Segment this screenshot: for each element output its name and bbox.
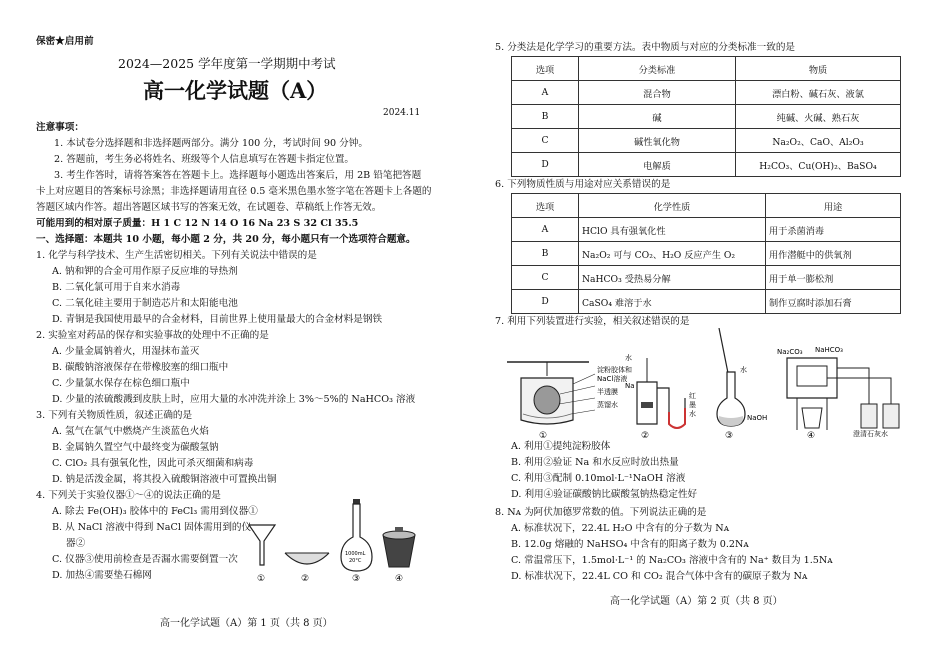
- fig2-label: Na: [625, 382, 635, 390]
- table-cell: D: [512, 153, 579, 177]
- q2-option-d: D. 少量的浓硫酸溅到皮肤上时，应用大量的水冲洗并涂上 3%～5%的 NaHCO₃ 溶液: [52, 394, 416, 405]
- q6-table: [511, 193, 901, 314]
- q3-option-c: C. ClO₂ 具有强氧化性，因此可杀灭细菌和病毒: [52, 458, 254, 469]
- table-cell: A: [512, 81, 579, 105]
- section-one-heading: 一、选择题：本题共 10 小题，每小题 2 分，共 20 分，每小题只有一个选项符合题意。: [36, 234, 416, 245]
- table-cell: B: [512, 242, 579, 266]
- note-line: 答题区域内作答。超出答题区域书写的答案无效，在试题卷、草稿纸上作答无效。: [36, 202, 382, 213]
- table-cell: 碱性氧化物: [579, 129, 736, 153]
- funnel-icon: [249, 525, 275, 565]
- table-row: [512, 129, 901, 153]
- q7-apparatus-figure: [497, 328, 927, 440]
- fig2-label: 红: [689, 392, 696, 400]
- volumetric-flask-icon: [341, 499, 372, 571]
- fig1-label: 淀粉胶体和: [597, 366, 632, 374]
- fig3-label: NaOH: [747, 414, 768, 422]
- q4-option-a: A. 除去 Fe(OH)₃ 胶体中的 FeCl₃ 需用到仪器①: [52, 506, 258, 517]
- instrument-label: ①: [257, 574, 266, 584]
- q7-option-b: B. 利用②验证 Na 和水反应时放出热量: [511, 457, 679, 468]
- table-header: 分类标准: [579, 57, 736, 81]
- q1-option-d: D. 青铜是我国使用最早的合金材料，目前世界上使用量最大的合金材料是钢铁: [52, 314, 383, 325]
- table-cell: NaHCO₃ 受热易分解: [579, 266, 766, 290]
- table-row: [512, 153, 901, 177]
- table-cell: D: [512, 290, 579, 314]
- page-footer: 高一化学试题（A）第 1 页（共 8 页）: [160, 618, 333, 629]
- confidential-label: 保密★启用前: [36, 36, 94, 47]
- fig4-label: Na₂CO₃: [777, 348, 803, 356]
- dialysis-apparatus-icon: [507, 362, 595, 424]
- exam-date: 2024.11: [383, 108, 421, 118]
- fig4-label: 澄清石灰水: [853, 430, 888, 438]
- main-title: 高一化学试题（A）: [143, 78, 328, 103]
- q5-table: [511, 56, 901, 177]
- fig3-label: 水: [740, 366, 747, 374]
- q3-stem: 3. 下列有关物质性质，叙述正确的是: [36, 410, 193, 421]
- flask-capacity: 1000mL: [345, 551, 366, 557]
- q2-option-a: A. 少量金属钠着火，用湿抹布盖灭: [52, 346, 200, 357]
- crucible-icon: [383, 527, 415, 567]
- flask-temperature: 20°C: [349, 558, 362, 564]
- table-cell: C: [512, 266, 579, 290]
- table-cell: Na₂O₂ 可与 CO₂、H₂O 反应产生 O₂: [579, 242, 766, 266]
- note-line: 卡上对应题目的答案标号涂黑；非选择题请用直径 0.5 毫米黑色墨水签字笔在答题卡上各题的: [36, 186, 432, 197]
- table-cell: 混合物: [579, 81, 736, 105]
- q1-stem: 1. 化学与科学技术、生产生活密切相关。下列有关说法中错误的是: [36, 250, 317, 261]
- apparatus-number: ③: [725, 431, 734, 440]
- apparatus-number: ①: [539, 431, 548, 440]
- q1-option-a: A. 钠和钾的合金可用作原子反应堆的导热剂: [52, 266, 238, 277]
- q4-stem: 4. 下列关于实验仪器①～④的说法正确的是: [36, 490, 221, 501]
- fig1-label: 半透膜: [597, 388, 618, 396]
- instrument-label: ④: [395, 574, 404, 584]
- q8-stem: 8. Nᴀ 为阿伏加德罗常数的值。下列说法正确的是: [495, 507, 707, 518]
- fig1-label: NaCl溶液: [597, 375, 628, 383]
- table-cell: 用于杀菌消毒: [766, 218, 901, 242]
- q4-option-b-cont: 器②: [66, 538, 86, 549]
- table-header-row: [512, 57, 901, 81]
- table-cell: C: [512, 129, 579, 153]
- q4-option-b: B. 从 NaCl 溶液中得到 NaCl 固体需用到的仪: [52, 522, 252, 533]
- table-row: [512, 218, 901, 242]
- volumetric-flask-apparatus-icon: [717, 328, 745, 426]
- table-cell: 漂白粉、碱石灰、液氯: [736, 81, 901, 105]
- q8-option-a: A. 标准状况下，22.4L H₂O 中含有的分子数为 Nᴀ: [511, 523, 730, 534]
- table-row: [512, 81, 901, 105]
- page-footer: 高一化学试题（A）第 2 页（共 8 页）: [610, 596, 783, 607]
- thermal-stability-apparatus-icon: [787, 358, 899, 430]
- table-cell: A: [512, 218, 579, 242]
- q2-stem: 2. 实验室对药品的保存和实验事故的处理中不正确的是: [36, 330, 269, 341]
- table-header: 用途: [766, 194, 901, 218]
- exam-title: 2024—2025 学年度第一学期期中考试: [118, 56, 336, 71]
- apparatus-number: ②: [641, 431, 650, 440]
- q8-option-d: D. 标准状况下，22.4L CO 和 CO₂ 混合气体中含有的碳原子数为 Nᴀ: [511, 571, 808, 582]
- table-cell: 制作豆腐时添加石膏: [766, 290, 901, 314]
- table-cell: Na₂O₂、CaO、Al₂O₃: [736, 129, 901, 153]
- table-cell: H₂CO₃、Cu(OH)₂、BaSO₄: [736, 153, 901, 177]
- q8-option-b: B. 12.0g 熔融的 NaHSO₄ 中含有的阳离子数为 0.2Nᴀ: [511, 539, 749, 550]
- fig1-label: 蒸馏水: [597, 401, 618, 409]
- table-row: [512, 105, 901, 129]
- table-cell: 纯碱、火碱、熟石灰: [736, 105, 901, 129]
- table-header: 选项: [512, 57, 579, 81]
- q7-option-d: D. 利用④验证碳酸钠比碳酸氢钠热稳定性好: [511, 489, 698, 500]
- table-row: [512, 290, 901, 314]
- atomic-masses: 可能用到的相对原子质量：H 1 C 12 N 14 O 16 Na 23 S 32 Cl 35.5: [36, 218, 359, 229]
- table-cell: 碱: [579, 105, 736, 129]
- q8-option-c: C. 常温常压下，1.5mol·L⁻¹ 的 Na₂CO₃ 溶液中含有的 Na⁺ 数目为 1.5Nᴀ: [511, 555, 833, 566]
- table-cell: 用作潜艇中的供氧剂: [766, 242, 901, 266]
- fig4-label: NaHCO₃: [815, 346, 843, 354]
- q1-option-c: C. 二氧化硅主要用于制造芯片和太阳能电池: [52, 298, 238, 309]
- table-header: 选项: [512, 194, 579, 218]
- note-line: 1. 本试卷分选择题和非选择题两部分。满分 100 分，考试时间 90 分钟。: [54, 138, 368, 149]
- apparatus-number: ④: [807, 431, 816, 440]
- table-cell: CaSO₄ 难溶于水: [579, 290, 766, 314]
- note-line: 3. 考生作答时，请将答案答在答题卡上。选择题每小题选出答案后，用 2B 铅笔把答题: [54, 170, 422, 181]
- notes-title: 注意事项：: [36, 122, 84, 133]
- page-2: [475, 0, 950, 650]
- q3-option-d: D. 钠是活泼金属，将其投入硫酸铜溶液中可置换出铜: [52, 474, 277, 485]
- fig2-label: 水: [625, 354, 632, 362]
- table-header: 化学性质: [579, 194, 766, 218]
- q3-option-a: A. 氢气在氯气中燃烧产生淡蓝色火焰: [52, 426, 209, 437]
- q1-option-b: B. 二氧化氯可用于自来水消毒: [52, 282, 181, 293]
- q5-stem: 5. 分类法是化学学习的重要方法。表中物质与对应的分类标准一致的是: [495, 42, 796, 53]
- fig2-label: 水: [689, 410, 696, 418]
- lab-instruments-figure: [245, 495, 420, 585]
- instrument-label: ③: [352, 574, 361, 584]
- fig2-label: 墨: [689, 401, 696, 409]
- evaporating-dish-icon: [285, 553, 329, 564]
- table-cell: 电解质: [579, 153, 736, 177]
- q2-option-c: C. 少量氯水保存在棕色细口瓶中: [52, 378, 190, 389]
- table-cell: 用于单一膨松剂: [766, 266, 901, 290]
- q7-option-c: C. 利用③配制 0.10mol·L⁻¹NaOH 溶液: [511, 473, 686, 484]
- table-header-row: [512, 194, 901, 218]
- q4-option-d: D. 加热④需要垫石棉网: [52, 570, 152, 581]
- q7-stem: 7. 利用下列装置进行实验，相关叙述错误的是: [495, 316, 690, 327]
- instrument-label: ②: [301, 574, 310, 584]
- table-row: [512, 266, 901, 290]
- table-cell: HClO 具有强氧化性: [579, 218, 766, 242]
- table-row: [512, 242, 901, 266]
- q3-option-b: B. 金属钠久置空气中最终变为碳酸氢钠: [52, 442, 219, 453]
- q2-option-b: B. 碳酸钠溶液保存在带橡胶塞的细口瓶中: [52, 362, 229, 373]
- sodium-water-apparatus-icon: [637, 358, 685, 428]
- q6-stem: 6. 下列物质性质与用途对应关系错误的是: [495, 179, 671, 190]
- note-line: 2. 答题前，考生务必将姓名、班级等个人信息填写在答题卡指定位置。: [54, 154, 355, 165]
- q7-option-a: A. 利用①提纯淀粉胶体: [511, 441, 611, 452]
- table-cell: B: [512, 105, 579, 129]
- table-header: 物质: [736, 57, 901, 81]
- q4-option-c: C. 仪器③使用前检查是否漏水需要倒置一次: [52, 554, 238, 565]
